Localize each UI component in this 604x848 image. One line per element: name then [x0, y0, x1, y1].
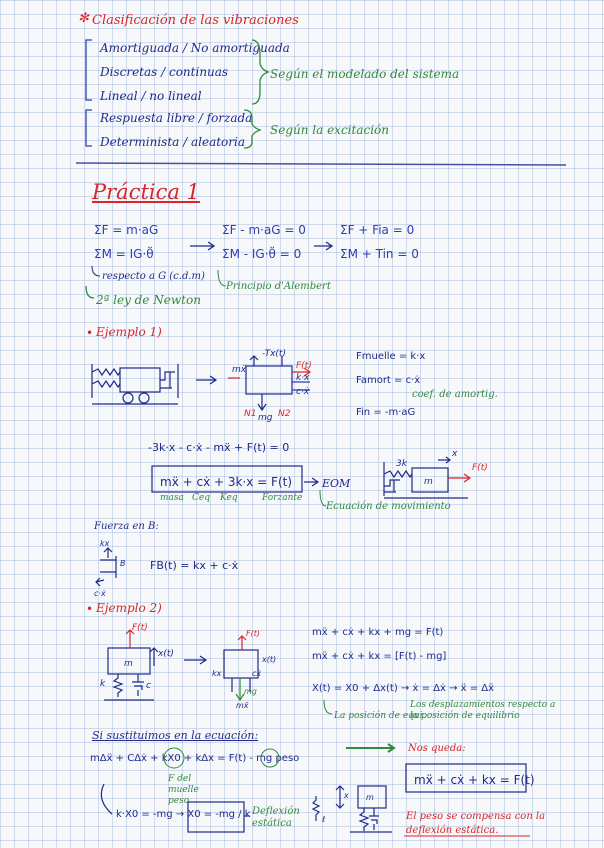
ej1-system-arrow — [196, 376, 216, 384]
si-sustituimos: Si sustituimos en la ecuación: — [92, 729, 259, 742]
ej1-fbd-labels — [232, 349, 312, 423]
equation-newton-force: ΣF = m·aG — [94, 223, 159, 237]
svg-text:c·ẋ: c·ẋ — [296, 387, 310, 397]
svg-text:cẋ: cẋ — [252, 669, 262, 678]
circle-kx0 — [164, 748, 184, 768]
ceq-label: Ceq — [192, 493, 210, 503]
hook-newton — [86, 286, 94, 298]
ej2-system-labels — [100, 623, 174, 691]
svg-text:N2: N2 — [278, 409, 291, 419]
equation-dalembert-force-b: ΣF + Fia = 0 — [340, 223, 415, 237]
hook-principio — [218, 270, 226, 286]
nos-queda-label: Nos queda: — [408, 743, 466, 754]
eom-note: Ecuación de movimiento — [326, 501, 451, 512]
note-modelado: Según el modelado del sistema — [270, 67, 460, 81]
respecto-note: respecto a G (c.d.m) — [102, 271, 205, 282]
svg-text:k·x: k·x — [296, 373, 310, 383]
sum-forces-eq: -3k·x - c·ẋ - mẍ + F(t) = 0 — [148, 441, 290, 454]
fuerza-b-label: Fuerza en B: — [94, 521, 159, 532]
item-lineal: Lineal / no lineal — [100, 89, 202, 103]
svg-text:ℓ: ℓ — [322, 815, 326, 824]
eom-hook — [320, 490, 326, 506]
famort-eq: Famort = c·ẋ — [356, 375, 421, 386]
bracket-items-1 — [86, 40, 92, 100]
ej2-fbd-labels — [212, 629, 276, 710]
principio-note: Principio d'Alembert — [226, 281, 331, 292]
item-discretas: Discretas / continuas — [100, 65, 229, 79]
fb-equation: FB(t) = kx + c·ẋ — [150, 559, 239, 572]
svg-text:3k: 3k — [396, 459, 407, 469]
section-divider — [76, 163, 566, 165]
eom-tag: EOM — [322, 477, 351, 490]
equation-dalembert-force-a: ΣF - m·aG = 0 — [222, 223, 306, 237]
bracket-excitation — [244, 110, 260, 148]
svg-text:-Tx(t): -Tx(t) — [262, 349, 286, 359]
fmuelle-eq: Fmuelle = k·x — [356, 351, 426, 362]
deflexion-note: Deflexión estática — [252, 806, 300, 829]
svg-text:m: m — [366, 793, 374, 802]
svg-text:F(t): F(t) — [132, 623, 148, 633]
classification-heading: Clasificación de las vibraciones — [92, 13, 299, 28]
equation-dalembert-moment-b: ΣM + Tin = 0 — [340, 247, 419, 261]
svg-text:F(t): F(t) — [472, 463, 488, 473]
fuerza-b-diagram — [96, 548, 116, 586]
item-amortiguada: Amortiguada / No amortiguada — [100, 41, 290, 55]
ejemplo2-star: • — [86, 602, 94, 616]
final-eq-box — [406, 764, 526, 792]
item-respuesta: Respuesta libre / forzada — [100, 111, 253, 125]
svg-text:F(t): F(t) — [296, 361, 312, 371]
ej2-subst: X(t) = X0 + Δx(t) → ẋ = Δẋ → ẍ = Δẍ — [312, 683, 495, 694]
svg-text:mg: mg — [244, 687, 257, 696]
newton-note: 2ª ley de Newton — [96, 293, 201, 307]
forzante-label: Forzante — [262, 493, 303, 503]
hook-kx0 — [101, 784, 112, 814]
ejemplo1-star: • — [86, 326, 94, 340]
svg-text:F(t): F(t) — [246, 629, 260, 638]
arrow-green-nos-queda — [346, 744, 394, 752]
keq-label: Keq — [220, 493, 238, 503]
hook-pos-eq — [324, 700, 332, 714]
ej2-desp-note: Los desplazamientos respecto a la posición de equilibrio — [410, 700, 556, 722]
svg-text:kx: kx — [100, 539, 110, 548]
bracket-model — [252, 40, 268, 104]
final-equation: mẍ + cẋ + kx = F(t) — [414, 773, 535, 787]
svg-text:mẍ: mẍ — [236, 701, 249, 710]
finercia-eq: Fin = -m·aG — [356, 407, 416, 418]
kx0-eq: k·X0 = -mg → X0 = -mg / k — [116, 809, 251, 820]
equation-newton-moment: ΣM = IG·θ̈ — [94, 247, 154, 261]
eom-box — [152, 466, 302, 492]
svg-text:x(t): x(t) — [262, 655, 277, 664]
eom-arrow — [304, 478, 318, 486]
svg-text:x: x — [344, 791, 349, 800]
compensa-note: El peso se compensa con la deflexión estática. — [406, 811, 546, 836]
ej2-pos-eq-note: La posición de equi. — [334, 711, 426, 721]
svg-text:mg: mg — [258, 413, 273, 423]
ej2-arrow — [184, 656, 206, 664]
coef-amort-note: coef. de amortig. — [412, 389, 498, 400]
note-excitacion: Según la excitación — [270, 123, 389, 137]
hook-respecto — [92, 266, 100, 276]
circle-mg — [261, 749, 279, 767]
bracket-items-2 — [86, 110, 92, 146]
ej2-subst-eq: mΔẍ + CΔẋ + kX0 + kΔx = F(t) - mg peso — [90, 753, 300, 764]
svg-text:kx: kx — [212, 669, 222, 678]
svg-text:k: k — [100, 679, 106, 689]
heading-star: ✻ — [78, 11, 89, 26]
equation-dalembert-moment-a: ΣM - IG·θ̈ = 0 — [222, 247, 302, 261]
svg-text:x(t): x(t) — [158, 649, 174, 659]
svg-text:c: c — [146, 681, 151, 691]
ej1-system-diagram — [92, 364, 178, 404]
eom-equation: mẍ + cẋ + 3k·x = F(t) — [160, 475, 293, 489]
svg-text:m: m — [124, 659, 133, 669]
x0-box — [188, 802, 244, 832]
svg-text:mẍ: mẍ — [232, 365, 247, 375]
ejemplo1-label: Ejemplo 1) — [96, 325, 162, 339]
arrow-dalembert-2 — [314, 242, 332, 250]
masa-label: masa — [160, 493, 184, 503]
ejemplo2-label: Ejemplo 2) — [96, 601, 162, 615]
svg-text:B: B — [120, 559, 126, 568]
practica-title: Práctica 1 — [92, 180, 200, 204]
svg-text:N1: N1 — [244, 409, 257, 419]
static-deflection-diagram — [313, 786, 392, 832]
ej2-eq2: mẍ + cẋ + kx = [F(t) - mg] — [312, 651, 447, 662]
svg-text:m: m — [424, 477, 433, 487]
svg-text:c·ẋ: c·ẋ — [94, 589, 106, 598]
fdel-muelle-note: F del muelle peso — [168, 774, 199, 806]
item-determinista: Determinista / aleatoria — [100, 135, 245, 149]
svg-text:x: x — [452, 449, 458, 459]
arrow-newton-to-dalembert — [190, 242, 214, 250]
ej2-eq1: mẍ + cẋ + kx + mg = F(t) — [312, 627, 444, 638]
fuerza-b-labels — [94, 539, 126, 598]
